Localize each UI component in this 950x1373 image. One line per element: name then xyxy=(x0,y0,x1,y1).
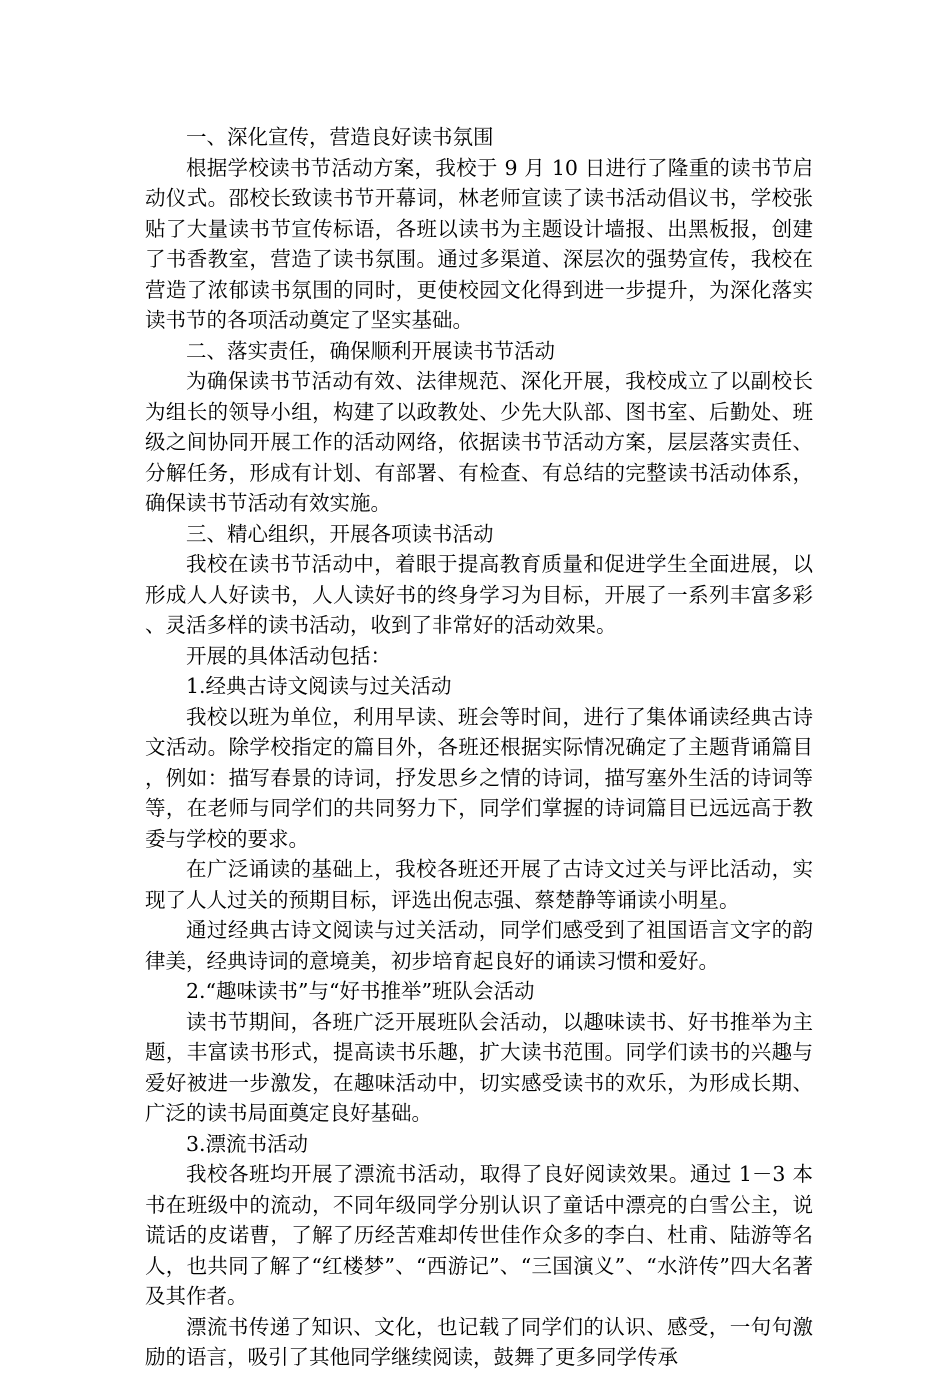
paragraph: 开展的具体活动包括： xyxy=(186,643,391,668)
section-heading-1: 一、深化宣传，营造良好读书氛围 xyxy=(186,125,494,149)
paragraph: 我校在读书节活动中，着眼于提高教育质量和促进学生全面进展，以形成人人好读书，人人读好书的终身学习为目标，开展了一系列丰富多彩、灵活多样的读书活动，收到了非常好的活动效果。 xyxy=(145,552,813,637)
paragraph: 为确保读书节活动有效、法律规范、深化开展，我校成立了以副校长为组长的领导小组，构建了以政教处、少先大队部、图书室、后勤处、班级之间协同开展工作的活动网络，依据读书节活动方案，层层落实责任、分解任务，形成有计划、有部署、有检查、有总结的完整读书活动体系，确保读书节活动有效实施。 xyxy=(145,369,813,515)
subheading-1: 1.经典古诗文阅读与过关活动 xyxy=(186,674,452,698)
section-heading-3: 三、精心组织，开展各项读书活动 xyxy=(186,521,494,546)
paragraph: 我校以班为单位，利用早读、班会等时间，进行了集体诵读经典古诗文活动。除学校指定的篇目外，各班还根据实际情况确定了主题背诵篇目，例如：描写春景的诗词，抒发思乡之情的诗词，描写塞外生活的诗词等等，在老师与同学们的共同努力下，同学们掌握的诗词篇目已远远高于教委与学校的要求。 xyxy=(145,704,813,851)
paragraph: 读书节期间，各班广泛开展班队会活动，以趣味读书、好书推举为主题，丰富读书形式，提高读书乐趣，扩大读书范围。同学们读书的兴趣与爱好被进一步激发，在趣味活动中，切实感受读书的欢乐，为形成长期、广泛的读书局面奠定良好基础。 xyxy=(145,1009,813,1125)
subheading-2: 2.“趣味读书”与“好书推举”班队会活动 xyxy=(186,979,535,1003)
paragraph: 漂流书传递了知识、文化，也记载了同学们的认识、感受，一句句激励的语言，吸引了其他同学继续阅读，鼓舞了更多同学传承 xyxy=(145,1314,813,1369)
paragraph: 通过经典古诗文阅读与过关活动，同学们感受到了祖国语言文字的韵律美，经典诗词的意境美，初步培育起良好的诵读习惯和爱好。 xyxy=(145,918,813,973)
paragraph: 根据学校读书节活动方案，我校于 9 月 10 日进行了隆重的读书节启动仪式。邵校长致读书节开幕词，林老师宣读了读书活动倡议书，学校张贴了大量读书节宣传标语，各班以读书为主题设计墙报、出黑板报，创建了书香教室，营造了读书氛围。通过多渠道、深层次的强势宣传，我校在营造了浓郁读书氛围的同时，更使校园文化得到进一步提升，为深化落实读书节的各项活动奠定了坚实基础。 xyxy=(145,155,813,332)
section-heading-2: 二、落实责任，确保顺利开展读书节活动 xyxy=(186,338,555,363)
subheading-3: 3.漂流书活动 xyxy=(186,1131,309,1156)
document-body xyxy=(145,122,813,1373)
paragraph: 我校各班均开展了漂流书活动，取得了良好阅读效果。通过 1－3 本书在班级中的流动，不同年级同学分别认识了童话中漂亮的白雪公主，说谎话的皮诺曹，了解了历经苦难却传世佳作众多的李白、杜甫、陆游等名人，也共同了解了“红楼梦”、“西游记”、“三国演义”、“水浒传”四大名著及其作者。 xyxy=(145,1162,813,1308)
paragraph: 在广泛诵读的基础上，我校各班还开展了古诗文过关与评比活动，实现了人人过关的预期目标，评选出倪志强、蔡楚静等诵读小明星。 xyxy=(145,857,813,912)
